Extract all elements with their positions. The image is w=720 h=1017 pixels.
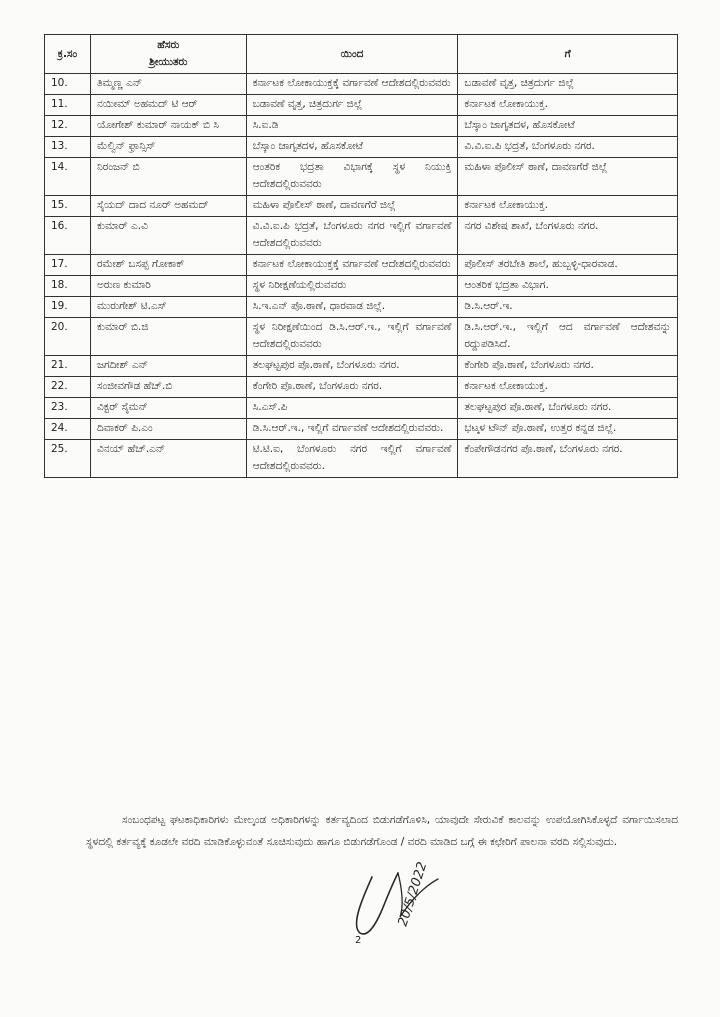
row-serial-number: 21.	[45, 356, 91, 377]
header-to: ಗೆ	[458, 35, 678, 74]
row-officer-name: ರಮೇಶ್ ಬಸಪ್ಪ ಗೋಕಾಕ್	[90, 255, 246, 276]
row-to-location: ಕೆಂಗೇರಿ ಪೊ.ಠಾಣೆ, ಬೆಂಗಳೂರು ನಗರ.	[458, 356, 678, 377]
row-to-location: ಬೆಸ್ಕಾಂ ಜಾಗೃತದಳ, ಹೊಸಕೋಟೆ	[458, 116, 678, 137]
row-to-location: ಮಹಿಳಾ ಪೊಲೀಸ್ ಠಾಣೆ, ದಾವಣಗೆರೆ ಜಿಲ್ಲೆ	[458, 158, 678, 196]
table-row	[45, 196, 678, 217]
row-to-location: ಕರ್ನಾಟಕ ಲೋಕಾಯುಕ್ತ.	[458, 196, 678, 217]
row-to-location: ಡಿ.ಸಿ.ಆರ್.ಇ., ಇಲ್ಲಿಗೆ ಆದ ವರ್ಗಾವಣೆ ಆದೇಶವನ್ನು ರದ್ದುಪಡಿಸಿದೆ.	[458, 318, 678, 356]
row-from-location: ಬೆಸ್ಕಾಂ ಜಾಗೃತದಳ, ಹೊಸಕೋಟೆ	[246, 137, 458, 158]
row-serial-number: 24.	[45, 419, 91, 440]
row-from-location: ಬಡಾವಣೆ ವೃತ್ತ, ಚಿತ್ರದುರ್ಗ ಜಿಲ್ಲೆ	[246, 95, 458, 116]
row-from-location: ಸಿ.ಐ.ಡಿ	[246, 116, 458, 137]
row-to-location: ವಿ.ವಿ.ಐ.ಪಿ ಭದ್ರತೆ, ಬೆಂಗಳೂರು ನಗರ.	[458, 137, 678, 158]
signature-date: 20/5/2022	[395, 860, 431, 929]
row-to-location: ಡಿ.ಸಿ.ಆರ್.ಇ.	[458, 297, 678, 318]
row-to-location: ಪೊಲೀಸ್ ತರಬೇತಿ ಶಾಲೆ, ಹುಬ್ಬಳ್ಳಿ-ಧಾರವಾಡ.	[458, 255, 678, 276]
row-officer-name: ಯೋಗೇಶ್ ಕುಮಾರ್ ನಾಯಕ್ ಬಿ ಸಿ	[90, 116, 246, 137]
row-to-location: ಕೆಂಪೇಗೌಡನಗರ ಪೊ.ಠಾಣೆ, ಬೆಂಗಳೂರು ನಗರ.	[458, 440, 678, 478]
row-serial-number: 14.	[45, 158, 91, 196]
row-from-location: ಕರ್ನಾಟಕ ಲೋಕಾಯುಕ್ತಕ್ಕೆ ವರ್ಗಾವಣೆ ಆದೇಶದಲ್ಲಿರುವವರು	[246, 255, 458, 276]
table-row	[45, 398, 678, 419]
row-to-location: ತಲಘಟ್ಟಪುರ ಪೊ.ಠಾಣೆ, ಬೆಂಗಳೂರು ನಗರ.	[458, 398, 678, 419]
row-officer-name: ನಿರಂಜನ್ ಬಿ	[90, 158, 246, 196]
row-officer-name: ಕುಮಾರ್ ಬಿ.ಜಿ	[90, 318, 246, 356]
row-officer-name: ಮುರುಗೇಶ್ ಟಿ.ಎಸ್	[90, 297, 246, 318]
header-name-line2: ಶ್ರೀಯುತರು	[149, 56, 188, 68]
row-from-location: ಸ್ಥಳ ನಿರೀಕ್ಷಣೆಯಿಂದ ಡಿ.ಸಿ.ಆರ್.ಇ., ಇಲ್ಲಿಗೆ ವರ್ಗಾವಣೆ ಆದೇಶದಲ್ಲಿರುವವರು	[246, 318, 458, 356]
row-serial-number: 18.	[45, 276, 91, 297]
page-number: 2	[355, 935, 362, 946]
row-officer-name: ನಯೀಮ್ ಅಹಮದ್ ಟಿ ಆರ್	[90, 95, 246, 116]
table-row	[45, 255, 678, 276]
table-row	[45, 297, 678, 318]
row-serial-number: 25.	[45, 440, 91, 478]
header-from: ಯಿಂದ	[246, 35, 458, 74]
table-row	[45, 377, 678, 398]
table-row	[45, 217, 678, 255]
row-serial-number: 11.	[45, 95, 91, 116]
row-serial-number: 12.	[45, 116, 91, 137]
row-from-location: ಡಿ.ಸಿ.ಆರ್.ಇ., ಇಲ್ಲಿಗೆ ವರ್ಗಾವಣೆ ಆದೇಶದಲ್ಲಿರುವವರು.	[246, 419, 458, 440]
row-to-location: ಕರ್ನಾಟಕ ಲೋಕಾಯುಕ್ತ.	[458, 377, 678, 398]
row-from-location: ವಿ.ವಿ.ಐ.ಪಿ ಭದ್ರತೆ, ಬೆಂಗಳೂರು ನಗರ ಇಲ್ಲಿಗೆ ವರ್ಗಾವಣೆ ಆದೇಶದಲ್ಲಿರುವವರು	[246, 217, 458, 255]
row-serial-number: 22.	[45, 377, 91, 398]
table-row	[45, 276, 678, 297]
row-officer-name: ಕುಮಾರ್ ಎ.ವಿ	[90, 217, 246, 255]
row-to-location: ಭಟ್ಕಳ ಟೌನ್ ಪೊ.ಠಾಣೆ, ಉತ್ತರ ಕನ್ನಡ ಜಿಲ್ಲೆ.	[458, 419, 678, 440]
row-serial-number: 20.	[45, 318, 91, 356]
row-serial-number: 13.	[45, 137, 91, 158]
header-serial-number: ಕ್ರ.ಸಂ	[45, 35, 91, 74]
table-row	[45, 74, 678, 95]
transfer-table	[44, 34, 678, 478]
row-to-location: ಕರ್ನಾಟಕ ಲೋಕಾಯುಕ್ತ.	[458, 95, 678, 116]
row-officer-name: ದಿವಾಕರ್ ಪಿ.ಎಂ	[90, 419, 246, 440]
table-row	[45, 440, 678, 478]
handwritten-signature	[328, 855, 458, 945]
row-officer-name: ಮೆಲ್ವಿನ್ ಫ್ರಾನ್ಸಿಸ್	[90, 137, 246, 158]
row-officer-name: ವಿನಯ್ ಹೆಚ್.ಎನ್	[90, 440, 246, 478]
table-row	[45, 95, 678, 116]
table-row	[45, 419, 678, 440]
row-from-location: ಆಂತರಿಕ ಭದ್ರತಾ ವಿಭಾಗಕ್ಕೆ ಸ್ಥಳ ನಿಯುಕ್ತಿ ಆದೇಶದಲ್ಲಿರುವವರು	[246, 158, 458, 196]
row-officer-name: ವಿಕ್ಟರ್ ಸೈಮನ್	[90, 398, 246, 419]
row-from-location: ತಲಘಟ್ಟಪುರ ಪೊ.ಠಾಣೆ, ಬೆಂಗಳೂರು ನಗರ.	[246, 356, 458, 377]
row-to-location: ಆಂತರಿಕ ಭದ್ರತಾ ವಿಭಾಗ.	[458, 276, 678, 297]
row-serial-number: 15.	[45, 196, 91, 217]
table-header-row	[45, 35, 678, 74]
row-officer-name: ತಿಮ್ಮಣ್ಣ ಎನ್	[90, 74, 246, 95]
header-name	[90, 35, 246, 74]
row-from-location: ಸಿ.ಇ.ಎನ್ ಪೊ.ಠಾಣೆ, ಧಾರವಾಡ ಜಿಲ್ಲೆ.	[246, 297, 458, 318]
header-name-line1: ಹೆಸರು	[157, 39, 180, 51]
row-from-location: ಮಹಿಳಾ ಪೊಲೀಸ್ ಠಾಣೆ, ದಾವಣಗೆರೆ ಜಿಲ್ಲೆ	[246, 196, 458, 217]
instruction-paragraph: ಸಂಬಂಧಪಟ್ಟ ಘಟಕಾಧಿಕಾರಿಗಳು ಮೇಲ್ಕಂಡ ಅಧಿಕಾರಿಗಳನ್ನು ಕರ್ತವ್ಯದಿಂದ ಬಿಡುಗಡೆಗೊಳಿಸಿ, ಯಾವುದೇ ಸೇರುವಿಕೆ ಕಾಲವನ್ನು ಉಪಯೋಗಿಸಿಕೊಳ್ಳದೆ ವರ್ಗಾಯಿಸಲಾದ ಸ್ಥಳದಲ್ಲಿ ಕರ್ತವ್ಯಕ್ಕೆ ಕೂಡಲೇ ವರದಿ ಮಾಡಿಕೊಳ್ಳುವಂತೆ ಸೂಚಿಸುವುದು ಹಾಗೂ ಬಿಡುಗಡೆಗೊಂಡ / ವರದಿ ಮಾಡಿದ ಬಗ್ಗೆ ಈ ಕಛೇರಿಗೆ ಪಾಲನಾ ವರದಿ ಸಲ್ಲಿಸುವುದು.	[86, 813, 678, 848]
row-officer-name: ಅರುಣ ಕುಮಾರಿ	[90, 276, 246, 297]
row-to-location: ನಗರ ವಿಶೇಷ ಶಾಖೆ, ಬೆಂಗಳೂರು ನಗರ.	[458, 217, 678, 255]
table-row	[45, 356, 678, 377]
signature-stroke	[357, 873, 398, 934]
row-from-location: ಕೆಂಗೇರಿ ಪೊ.ಠಾಣೆ, ಬೆಂಗಳೂರು ನಗರ.	[246, 377, 458, 398]
table-row	[45, 137, 678, 158]
row-from-location: ಟಿ.ಟಿ.ಐ, ಬೆಂಗಳೂರು ನಗರ ಇಲ್ಲಿಗೆ ವರ್ಗಾವಣೆ ಆದೇಶದಲ್ಲಿರುವವರು.	[246, 440, 458, 478]
row-to-location: ಬಡಾವಣೆ ವೃತ್ತ, ಚಿತ್ರದುರ್ಗ ಜಿಲ್ಲೆ	[458, 74, 678, 95]
row-officer-name: ಸಂಜೀವಗೌಡ ಹೆಚ್.ಬಿ	[90, 377, 246, 398]
row-serial-number: 19.	[45, 297, 91, 318]
row-from-location: ಸಿ.ಎಸ್.ಪಿ	[246, 398, 458, 419]
row-serial-number: 10.	[45, 74, 91, 95]
row-officer-name: ಜಗದೀಶ್ ಎನ್	[90, 356, 246, 377]
table-row	[45, 158, 678, 196]
row-from-location: ಕರ್ನಾಟಕ ಲೋಕಾಯುಕ್ತಕ್ಕೆ ವರ್ಗಾವಣೆ ಆದೇಶದಲ್ಲಿರುವವರು	[246, 74, 458, 95]
row-officer-name: ಸೈಯದ್ ದಾದ ನೂರ್ ಅಹಮದ್	[90, 196, 246, 217]
row-from-location: ಸ್ಥಳ ನಿರೀಕ್ಷಣೆಯಲ್ಲಿರುವವರು	[246, 276, 458, 297]
row-serial-number: 23.	[45, 398, 91, 419]
row-serial-number: 17.	[45, 255, 91, 276]
row-serial-number: 16.	[45, 217, 91, 255]
table-row	[45, 116, 678, 137]
table-row	[45, 318, 678, 356]
